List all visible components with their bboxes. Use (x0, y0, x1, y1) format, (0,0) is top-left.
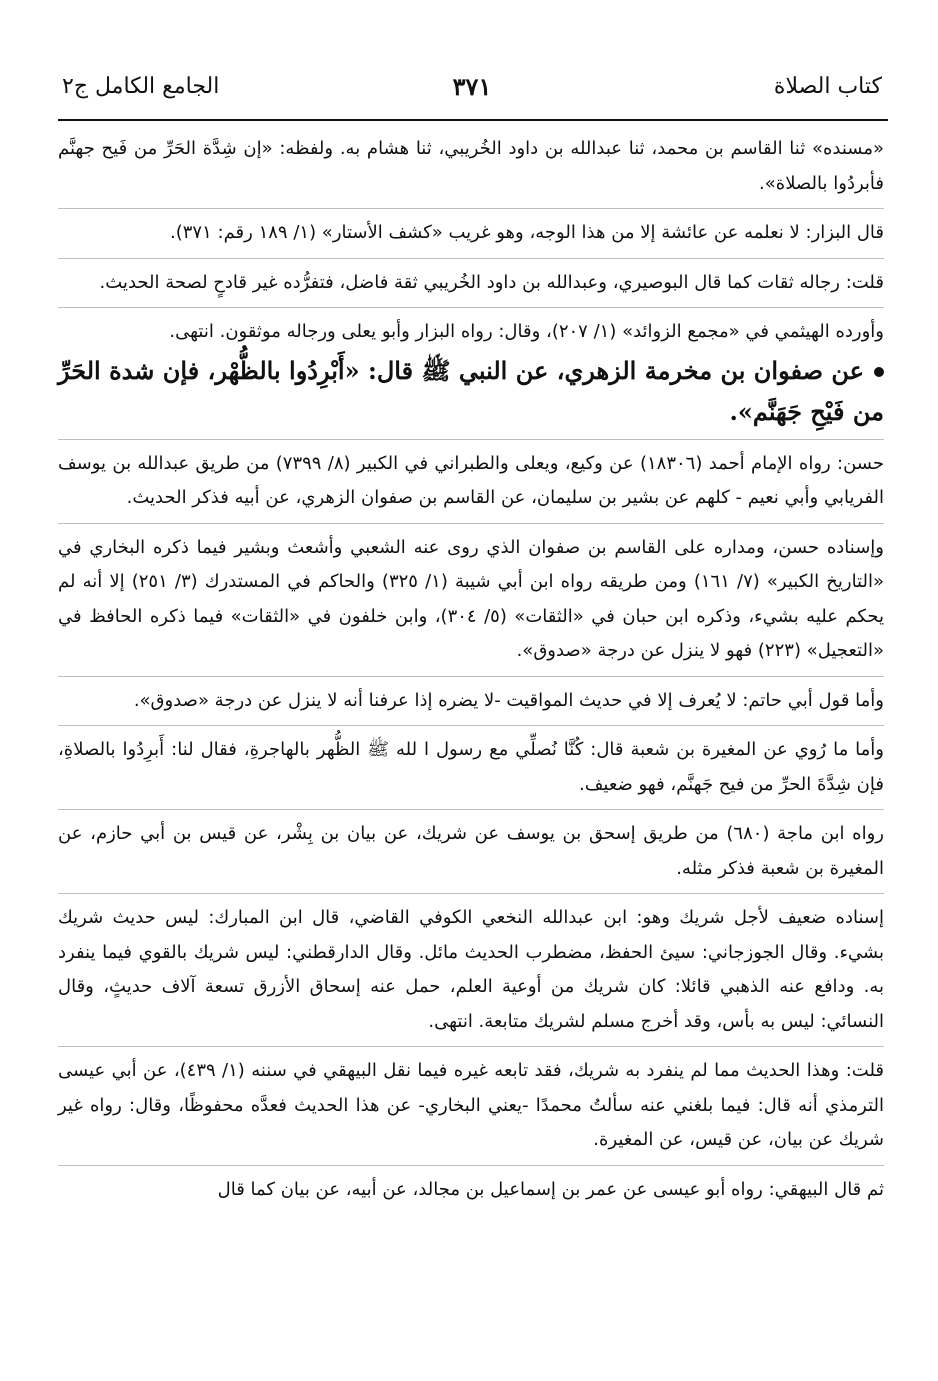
paragraph-abu-hatim: وأما قول أبي حاتم: لا يُعرف إلا في حديث المواقيت -لا يضره إذا عرفنا أنه لا ينزل عن درجة «صدوق». (133, 689, 884, 711)
paragraph-bayhaqi: قلت: وهذا الحديث مما لم ينفرد به شريك، فقد تابعه غيره فيما نقل البيهقي في سننه (١/ ٤٣٩)، عن أبي عيسى الترمذي أنه قال: فيما بلغني عنه سألتُ محمدًا -يعني البخاري- عن هذا الحديث فعدَّه محفوظًا، وقال: رواه غير شريك عن بيان، عن قيس، عن المغيرة. (58, 1060, 885, 1150)
paragraph-ibn-maja: رواه ابن ماجة (٦٨٠) من طريق إسحق بن يوسف عن شريك، عن بيان بن بِشْر، عن قيس بن أبي حازم، عن المغيرة بن شعبة فذكر مثله. (58, 823, 884, 879)
paragraph-separator (58, 676, 884, 677)
paragraph-bazzar: قال البزار: لا نعلمه عن عائشة إلا من هذا الوجه، وهو غريب «كشف الأستار» (١/ ١٨٩ رقم: ٣٧١). (170, 222, 884, 243)
hadith-text (58, 350, 884, 432)
bullet-icon (874, 367, 884, 377)
paragraph-comment: قلت: رجاله ثقات كما قال البوصيري، وعبدالله بن داود الخُريبي ثقة فاضل، فتفرُّده غير قادحٍ لصحة الحديث. (99, 271, 884, 293)
paragraph-sharik: إسناده ضعيف لأجل شريك وهو: ابن عبدالله النخعي الكوفي القاضي، قال ابن المبارك: ليس حديث شريك بشيء. وقال الجوزجاني: سيئ الحفظ، مضطرب الحديث مائل. وقال الدارقطني: ليس شريك بالقوي فيما ينفرد به. ودافع عنه الذهبي قائلا: كان شريك من أوعية العلم، حمل عنه إسحاق الأزرق تسعة آلاف حديثٍ، وقال النسائي: ليس به بأس، وقد أخرج مسلم لشريك متابعة. انتهى. (58, 907, 884, 1032)
paragraph-separator (58, 439, 884, 440)
paragraph-separator (58, 893, 884, 894)
paragraph-separator (58, 809, 884, 810)
paragraph-haythami: وأورده الهيثمي في «مجمع الزوائد» (١/ ٢٠٧)، وقال: رواه البزار وأبو يعلى ورجاله موثقون. انتهى. (169, 321, 884, 342)
book-title: الجامع الكامل ج٢ (62, 74, 220, 99)
paragraph-separator (58, 1046, 884, 1047)
header-rule (58, 119, 888, 121)
paragraph-separator (58, 307, 884, 308)
paragraph-separator (58, 208, 884, 209)
paragraph-separator (58, 725, 884, 726)
hadith-body: عن صفوان بن مخرمة الزهري، عن النبي ﷺ قال: «أَبْرِدُوا بالظُّهْر، فإن شدة الحَرِّ من فَيْحِ جَهَنَّم». (58, 355, 884, 426)
paragraph-musnad: «مسنده» ثنا القاسم بن محمد، ثنا عبدالله بن داود الخُريبي، ثنا هشام به. ولفظه: «إن شِدَّة الحَرِّ من فَيح جهنَّم فأبردُوا بالصلاة». (58, 138, 884, 194)
paragraph-separator (58, 523, 884, 524)
paragraph-mughira: وأما ما رُوي عن المغيرة بن شعبة قال: كُنَّا نُصلِّي مع رسول ا لله ﷺ الظُّهر بالهاجرةِ، فقال لنا: أَبرِدُوا بالصلاةِ، فإن شِدَّةَ الحرِّ من فيح جَهنَّم، فهو ضعيف. (58, 739, 884, 795)
paragraph-isnad: وإسناده حسن، ومداره على القاسم بن صفوان الذي روى عنه الشعبي وأشعث وبشير فيما ذكره البخاري في «التاريخ الكبير» (٧/ ١٦١) ومن طريقه رواه ابن أبي شيبة (١/ ٣٢٥) والحاكم في المستدرك (٣/ ٢٥١) إلا أنه لم يحكم عليه بشيء، وذكره ابن حبان في «الثقات» (٥/ ٣٠٤)، وابن خلفون في «الثقات» فيما ذكره الحافظ في «التعجيل» (٢٢٣) فهو لا ينزل عن درجة «صدوق». (58, 536, 884, 661)
chapter-title: كتاب الصلاة (773, 74, 882, 99)
paragraph-grading: حسن: رواه الإمام أحمد (١٨٣٠٦) عن وكيع، ويعلى والطبراني في الكبير (٨/ ٧٣٩٩) من طريق عبدالله بن يوسف الفريابي وأبي نعيم - كلهم عن بشير بن سليمان، عن القاسم بن صفوان الزهري، عن أبيه فذكر الحديث. (58, 452, 884, 508)
paragraph-final: ثم قال البيهقي: رواه أبو عيسى عن عمر بن إسماعيل بن مجالد، عن أبيه، عن بيان كما قال (217, 1178, 884, 1200)
page-number: ٣٧١ (452, 72, 492, 101)
page-header (62, 70, 882, 110)
paragraph-separator (58, 258, 884, 259)
page-body (58, 132, 884, 1207)
paragraph-separator (58, 1165, 884, 1166)
